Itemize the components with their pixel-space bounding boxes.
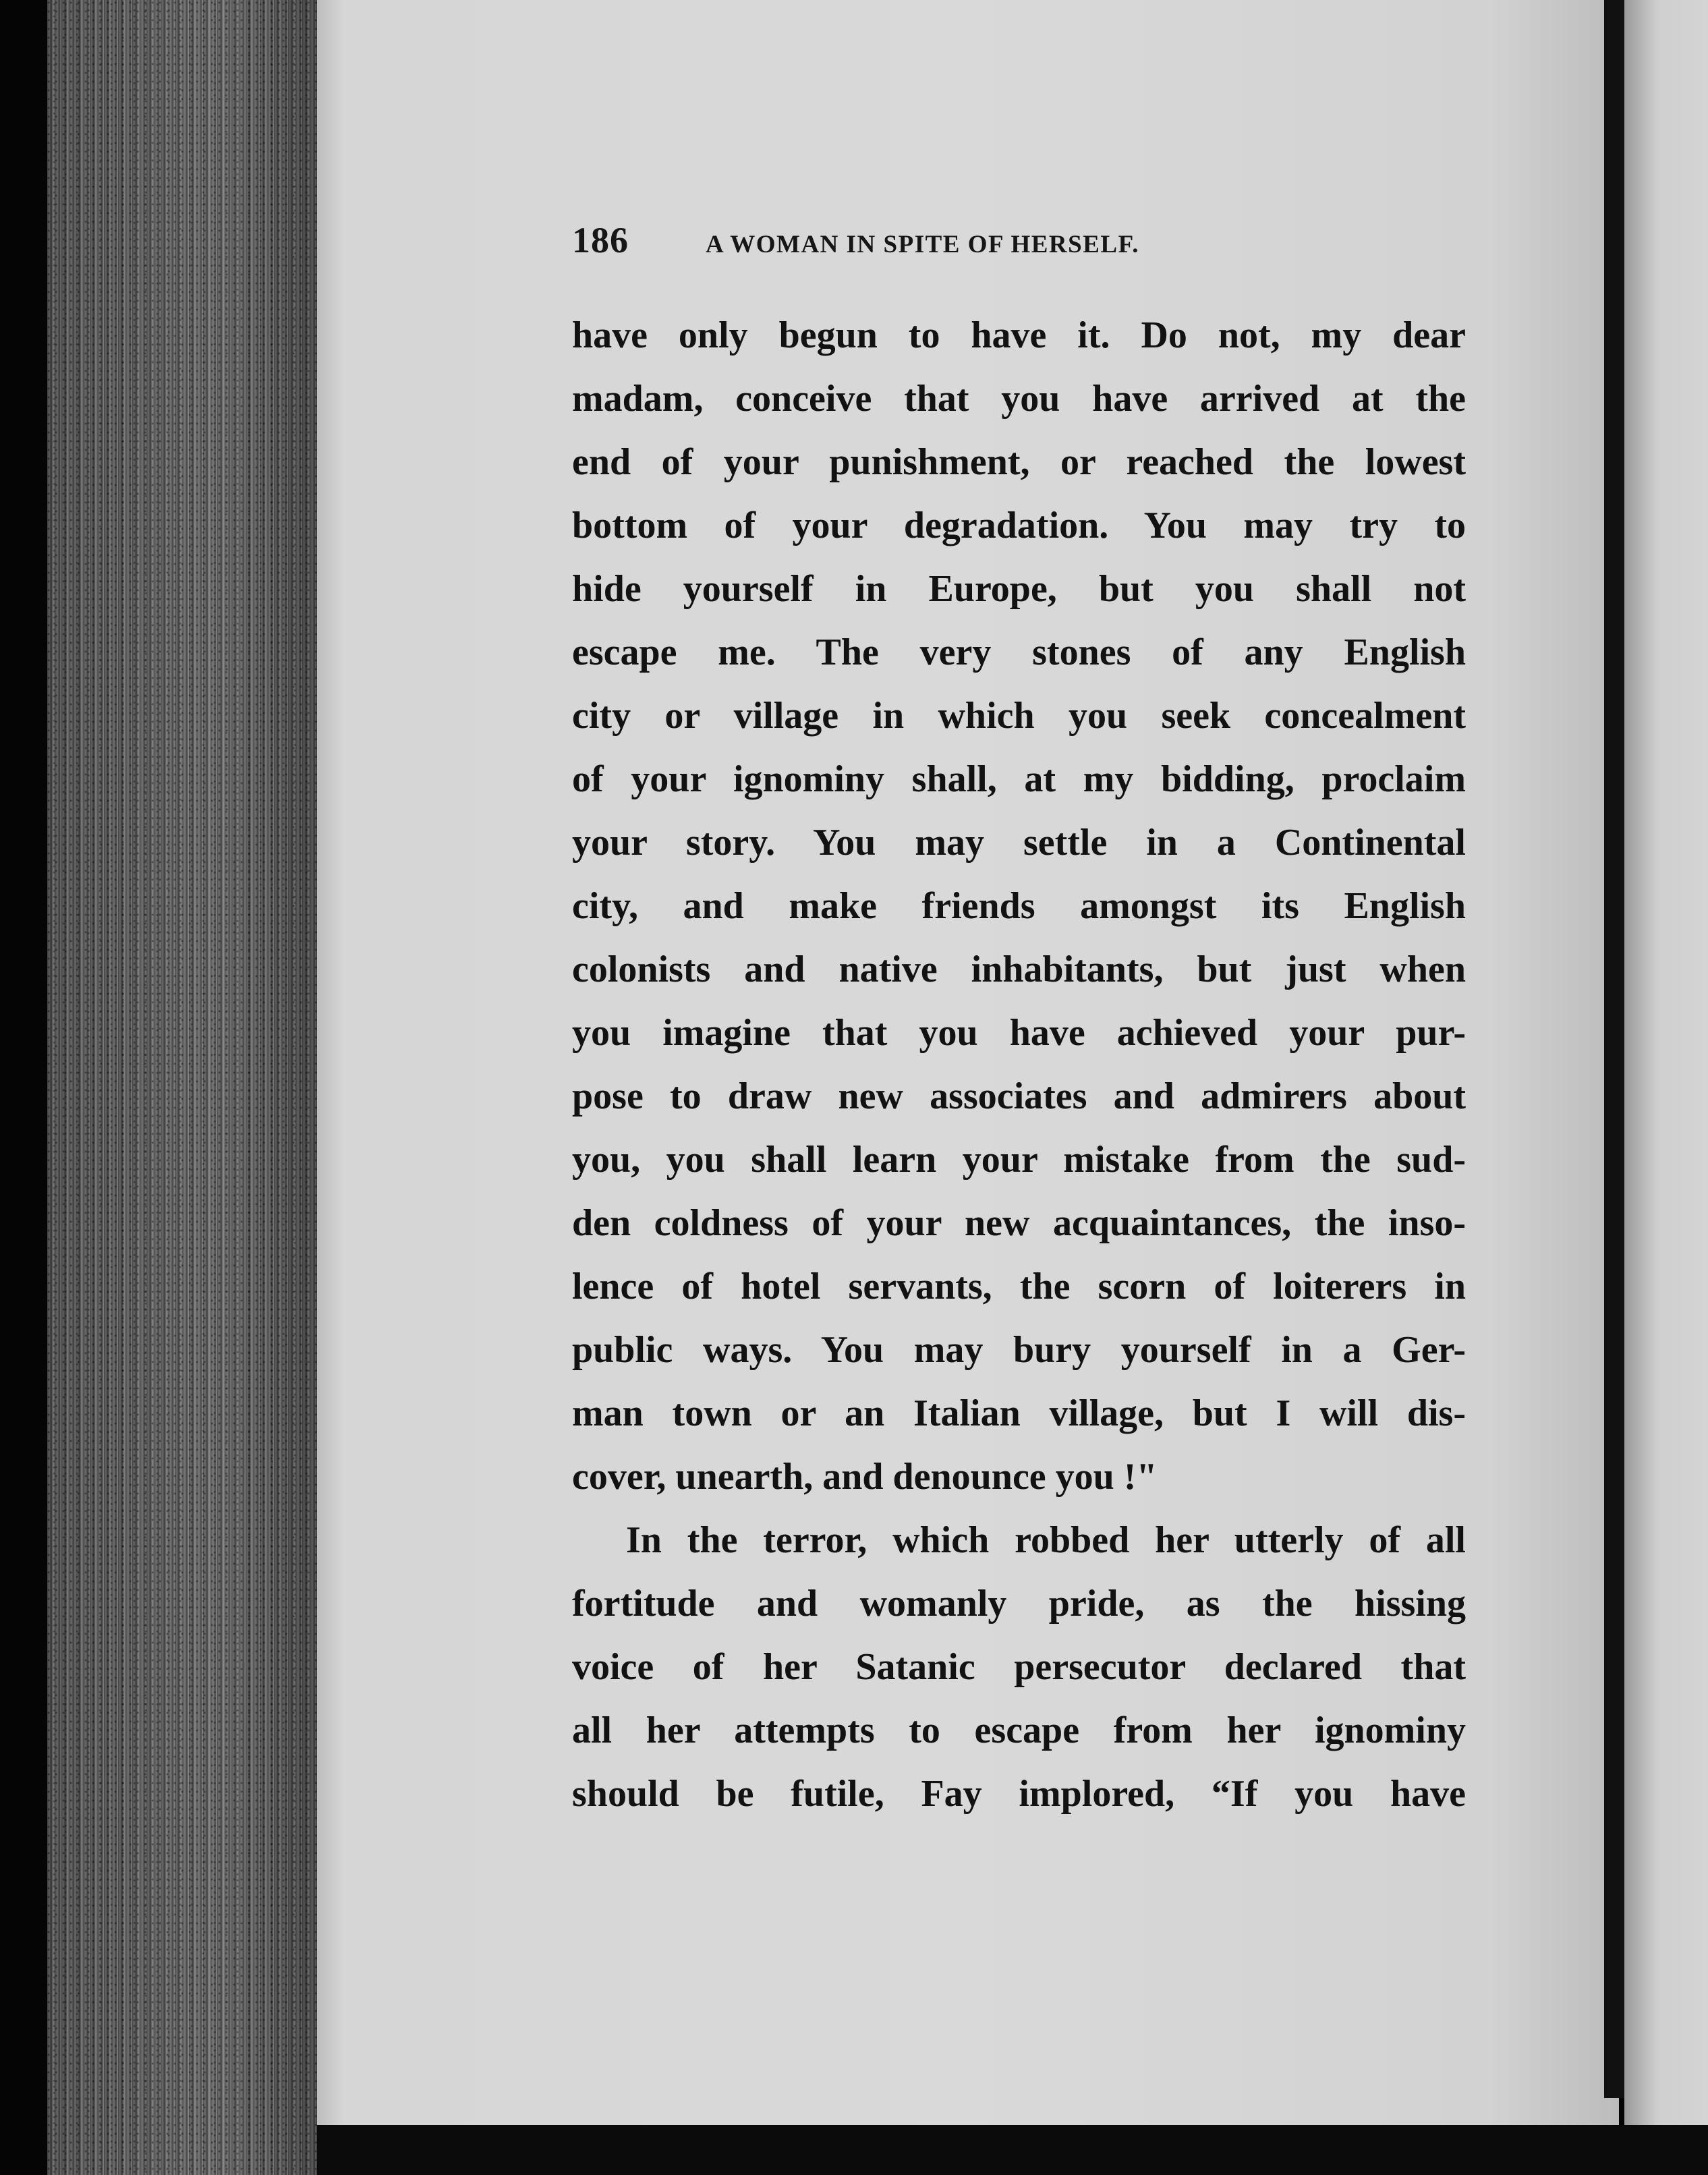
text-line: you imagine that you have achieved your pur-: [572, 1012, 1466, 1054]
body-text: [572, 304, 1466, 1826]
text-line: escape me. The very stones of any English: [572, 631, 1466, 673]
text-line: hide yourself in Europe, but you shall not: [572, 568, 1466, 610]
text-line: den coldness of your new acquaintances, the inso-: [572, 1202, 1466, 1244]
text-line: fortitude and womanly pride, as the hissing: [572, 1583, 1466, 1625]
text-line: bottom of your degradation. You may try to: [572, 505, 1466, 546]
page-number: 186: [572, 220, 629, 260]
text-line: your story. You may settle in a Continental: [572, 822, 1466, 864]
text-line: city, and make friends amongst its English: [572, 885, 1466, 927]
book-page-edges: [47, 0, 337, 2175]
text-line: of your ignominy shall, at my bidding, proclaim: [572, 758, 1466, 800]
text-line: should be futile, Fay implored, “If you have: [572, 1773, 1466, 1815]
text-line: you, you shall learn your mistake from the sud-: [572, 1139, 1466, 1181]
facing-page-edge: [1624, 0, 1708, 2139]
text-line: public ways. You may bury yourself in a Ger-: [572, 1329, 1466, 1371]
text-line: end of your punishment, or reached the lowest: [572, 441, 1466, 483]
text-line: In the terror, which robbed her utterly of all: [626, 1519, 1466, 1561]
text-line: man town or an Italian village, but I will dis-: [572, 1392, 1466, 1434]
running-head: [572, 219, 1449, 266]
text-line: city or village in which you seek concealment: [572, 695, 1466, 737]
text-line: have only begun to have it. Do not, my dear: [572, 314, 1466, 356]
bottom-shadow: [317, 2125, 1708, 2175]
text-line: cover, unearth, and denounce you !": [572, 1456, 1158, 1498]
text-line: madam, conceive that you have arrived at the: [572, 378, 1466, 420]
text-line: voice of her Satanic persecutor declared that: [572, 1646, 1466, 1688]
text-line: pose to draw new associates and admirers about: [572, 1075, 1466, 1117]
running-title: A WOMAN IN SPITE OF HERSELF.: [706, 231, 1140, 258]
text-line: all her attempts to escape from her ignominy: [572, 1710, 1466, 1751]
text-line: lence of hotel servants, the scorn of loiterers in: [572, 1266, 1466, 1307]
book-gutter: [1604, 0, 1624, 2098]
text-line: colonists and native inhabitants, but just when: [572, 949, 1466, 990]
